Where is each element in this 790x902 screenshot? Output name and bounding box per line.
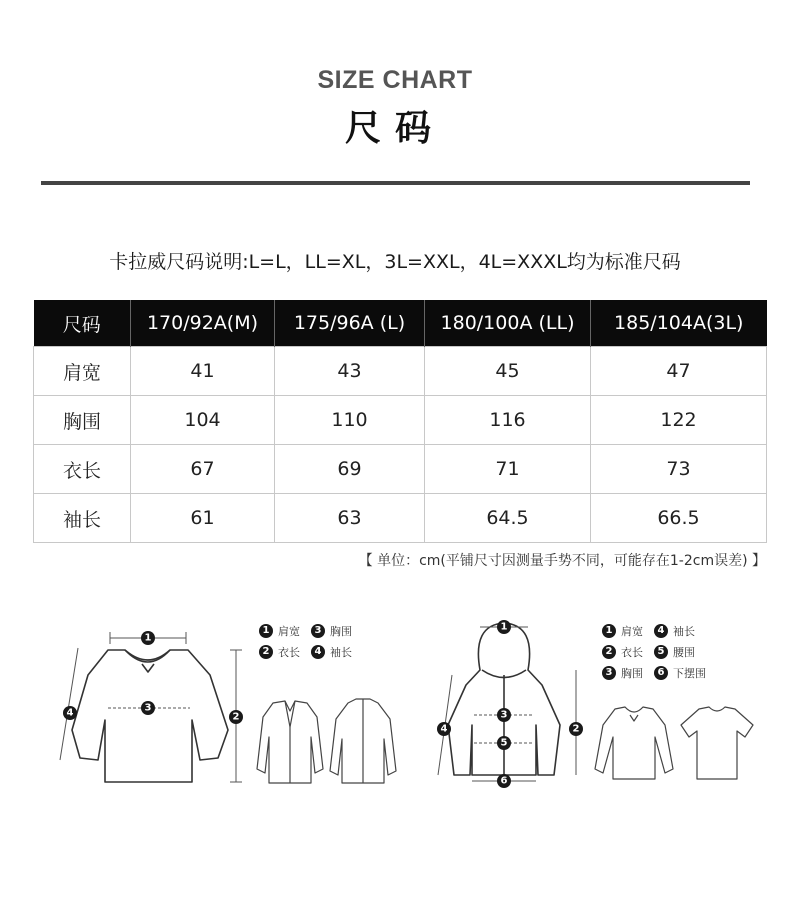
marker-1 xyxy=(497,620,511,634)
marker-3 xyxy=(497,708,511,722)
table-cell: 61 xyxy=(131,494,275,543)
svg-text:1: 1 xyxy=(500,621,508,633)
table-cell: 43 xyxy=(275,347,425,396)
marker-5 xyxy=(497,736,511,750)
table-cell: 41 xyxy=(131,347,275,396)
table-cell: 71 xyxy=(425,445,591,494)
svg-text:2: 2 xyxy=(232,711,240,723)
legend-num: 1 xyxy=(259,624,273,638)
zip-sweater-thumbnail xyxy=(328,697,398,787)
short-sleeve-tee-thumbnail xyxy=(679,703,755,783)
legend-num: 3 xyxy=(602,666,616,680)
size-note: 卡拉威尺码说明:L=L，LL=XL，3L=XXL，4L=XXXL均为标准尺码 xyxy=(109,251,681,273)
legend-num: 5 xyxy=(654,645,668,659)
svg-text:4: 4 xyxy=(440,723,448,735)
table-cell: 63 xyxy=(275,494,425,543)
title-en: SIZE CHART xyxy=(317,66,473,94)
header-cell: 170/92A(M) xyxy=(131,300,275,347)
sweater-measure-diagram xyxy=(50,620,245,790)
header-cell: 尺码 xyxy=(34,300,131,347)
header-cell: 185/104A(3L) xyxy=(591,300,767,347)
header-cell: 175/96A (L) xyxy=(275,300,425,347)
marker-4 xyxy=(63,706,77,720)
table-cell: 69 xyxy=(275,445,425,494)
legend-label: 肩宽 xyxy=(621,624,643,638)
hoodie-measure-diagram xyxy=(432,615,584,790)
jacket-thumbnail xyxy=(255,697,325,787)
legend-num: 2 xyxy=(602,645,616,659)
table-cell: 110 xyxy=(275,396,425,445)
unit-disclaimer: 【 单位：cm(平铺尺寸因测量手势不同，可能存在1-2cm误差) 】 xyxy=(358,553,766,569)
legend-label: 衣长 xyxy=(278,645,300,659)
hoodie-legend xyxy=(602,620,706,683)
marker-2 xyxy=(569,722,583,736)
row-label: 胸围 xyxy=(34,396,131,445)
title-cn: 尺码 xyxy=(344,108,445,149)
table-cell: 67 xyxy=(131,445,275,494)
row-label: 袖长 xyxy=(34,494,131,543)
legend-num: 3 xyxy=(311,624,325,638)
header-cell: 180/100A (LL) xyxy=(425,300,591,347)
legend-label: 胸围 xyxy=(330,624,352,638)
row-label: 肩宽 xyxy=(34,347,131,396)
legend-num: 2 xyxy=(259,645,273,659)
svg-text:5: 5 xyxy=(500,737,508,749)
table-cell: 45 xyxy=(425,347,591,396)
legend-label: 袖长 xyxy=(330,645,352,659)
legend-label: 衣长 xyxy=(621,645,643,659)
marker-4 xyxy=(437,722,451,736)
table-cell: 64.5 xyxy=(425,494,591,543)
table-cell: 73 xyxy=(591,445,767,494)
row-label: 衣长 xyxy=(34,445,131,494)
size-table xyxy=(33,300,767,543)
table-cell: 116 xyxy=(425,396,591,445)
legend-num: 4 xyxy=(311,645,325,659)
svg-text:1: 1 xyxy=(144,632,152,644)
svg-text:4: 4 xyxy=(66,707,74,719)
legend-label: 下摆围 xyxy=(673,666,706,680)
svg-text:6: 6 xyxy=(500,775,508,787)
legend-label: 胸围 xyxy=(621,666,643,680)
table-row xyxy=(34,396,767,445)
marker-2 xyxy=(229,710,243,724)
table-row xyxy=(34,494,767,543)
legend-label: 腰围 xyxy=(673,645,695,659)
legend-num: 6 xyxy=(654,666,668,680)
long-sleeve-tee-thumbnail xyxy=(593,703,675,783)
svg-text:2: 2 xyxy=(572,723,580,735)
marker-6 xyxy=(497,774,511,788)
legend-num: 4 xyxy=(654,624,668,638)
legend-label: 肩宽 xyxy=(278,624,300,638)
table-cell: 66.5 xyxy=(591,494,767,543)
table-header-row xyxy=(34,300,767,347)
legend-label: 袖长 xyxy=(673,624,695,638)
legend-num: 1 xyxy=(602,624,616,638)
svg-text:3: 3 xyxy=(144,702,152,714)
sweater-legend xyxy=(259,620,363,662)
table-row xyxy=(34,445,767,494)
marker-1 xyxy=(141,631,155,645)
table-cell: 47 xyxy=(591,347,767,396)
table-cell: 104 xyxy=(131,396,275,445)
marker-3 xyxy=(141,701,155,715)
svg-text:3: 3 xyxy=(500,709,508,721)
table-row xyxy=(34,347,767,396)
divider xyxy=(41,181,750,185)
table-cell: 122 xyxy=(591,396,767,445)
